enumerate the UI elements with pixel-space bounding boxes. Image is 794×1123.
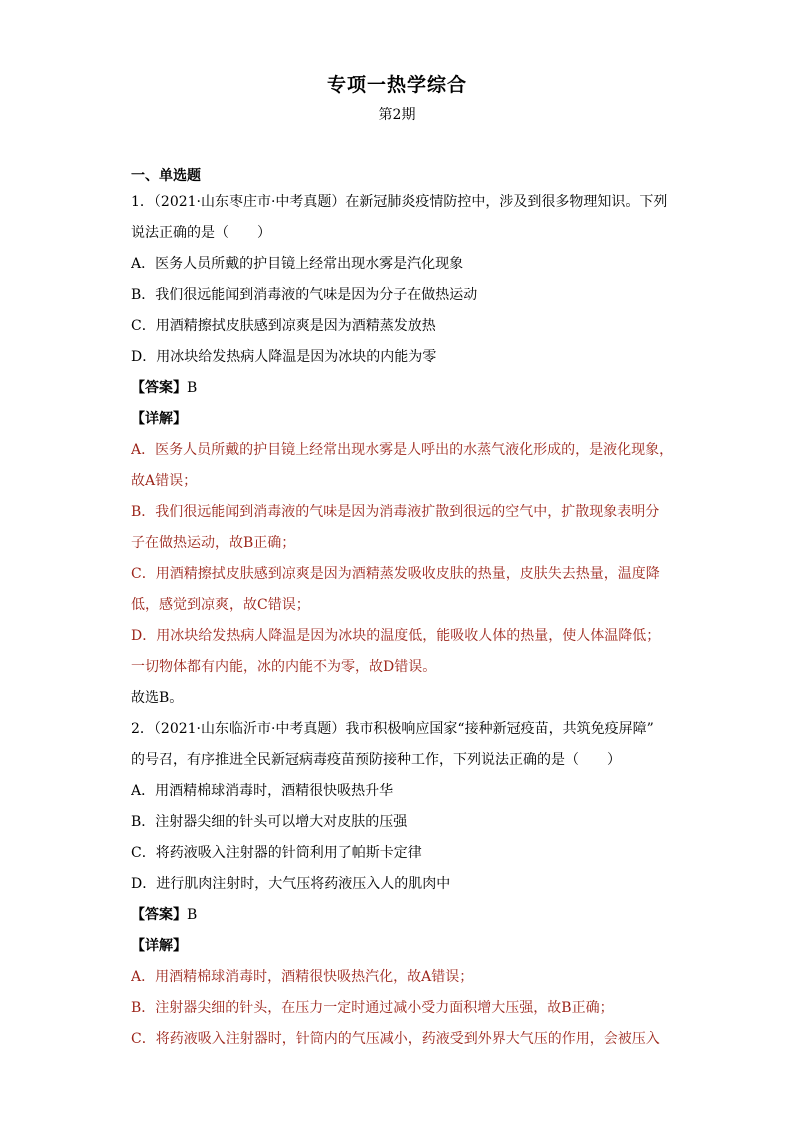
document-body	[131, 165, 676, 1055]
detail-line	[131, 931, 676, 962]
conclusion: 故选B。	[131, 690, 184, 706]
question-stem-continued: 的号召，有序推进全民新冠病毒疫苗预防接种工作，下列说法正确的是（ ）	[131, 752, 621, 768]
explanation-b: B．我们很远能闻到消毒液的气味是因为消毒液扩散到很远的空气中，扩散现象表明分	[131, 504, 660, 520]
page-title: 专项一热学综合	[326, 74, 467, 96]
explanation-b: B．注射器尖细的针头，在压力一定时通过减小受力面积增大压强，故B正确；	[131, 1000, 614, 1016]
explanation-a: A．用酒精棉球消毒时，酒精很快吸热汽化，故A错误；	[131, 969, 474, 985]
option-a: A．医务人员所戴的护目镜上经常出现水雾是汽化现象	[131, 256, 464, 272]
question-2	[131, 714, 676, 1055]
option-a: A．用酒精棉球消毒时，酒精很快吸热升华	[131, 783, 394, 799]
option-d: D．用冰块给发热病人降温是因为冰块的内能为零	[131, 349, 437, 365]
explanation-a-continued: 故A错误；	[131, 473, 198, 489]
explanation-b-continued: 子在做热运动，故B正确；	[131, 535, 296, 551]
section-heading: 一、单选题	[131, 168, 201, 184]
explanation-d: D．用冰块给发热病人降温是因为冰块的温度低，能吸收人体的热量，使人体温降低；	[131, 628, 661, 644]
detail-label: 【详解】	[131, 938, 187, 954]
question-stem: 2．（2021·山东临沂市·中考真题）我市积极响应国家“接种新冠疫苗，共筑免疫屏障”	[131, 721, 654, 737]
detail-label: 【详解】	[131, 411, 187, 427]
explanation-c: C．将药液吸入注射器时，针筒内的气压减小，药液受到外界大气压的作用，会被压入	[131, 1031, 660, 1047]
explanation-c: C．用酒精擦拭皮肤感到凉爽是因为酒精蒸发吸收皮肤的热量，皮肤失去热量，温度降	[131, 566, 660, 582]
detail-line	[131, 404, 676, 435]
option-c: C．用酒精擦拭皮肤感到凉爽是因为酒精蒸发放热	[131, 318, 436, 334]
answer-line	[131, 373, 676, 404]
answer-value: B	[187, 380, 198, 396]
answer-line	[131, 900, 676, 931]
explanation-a: A．医务人员所戴的护目镜上经常出现水雾是人呼出的水蒸气液化形成的，是液化现象，	[131, 442, 674, 458]
option-b: B．我们很远能闻到消毒液的气味是因为分子在做热运动	[131, 287, 478, 303]
option-b: B．注射器尖细的针头可以增大对皮肤的压强	[131, 814, 408, 830]
question-stem: 1．（2021·山东枣庄市·中考真题）在新冠肺炎疫情防控中，涉及到很多物理知识。下列	[131, 194, 668, 210]
explanation-d-continued: 一切物体都有内能，冰的内能不为零，故D错误。	[131, 659, 437, 675]
answer-label: 【答案】	[131, 907, 187, 923]
option-c: C．将药液吸入注射器的针筒利用了帕斯卡定律	[131, 845, 422, 861]
answer-label: 【答案】	[131, 380, 187, 396]
question-1	[131, 187, 676, 714]
explanation-c-continued: 低，感觉到凉爽，故C错误；	[131, 597, 310, 613]
answer-value: B	[187, 907, 198, 923]
option-d: D．进行肌肉注射时，大气压将药液压入人的肌肉中	[131, 876, 451, 892]
question-stem-continued: 说法正确的是（ ）	[131, 225, 271, 241]
page-subtitle: 第2期	[378, 107, 416, 123]
